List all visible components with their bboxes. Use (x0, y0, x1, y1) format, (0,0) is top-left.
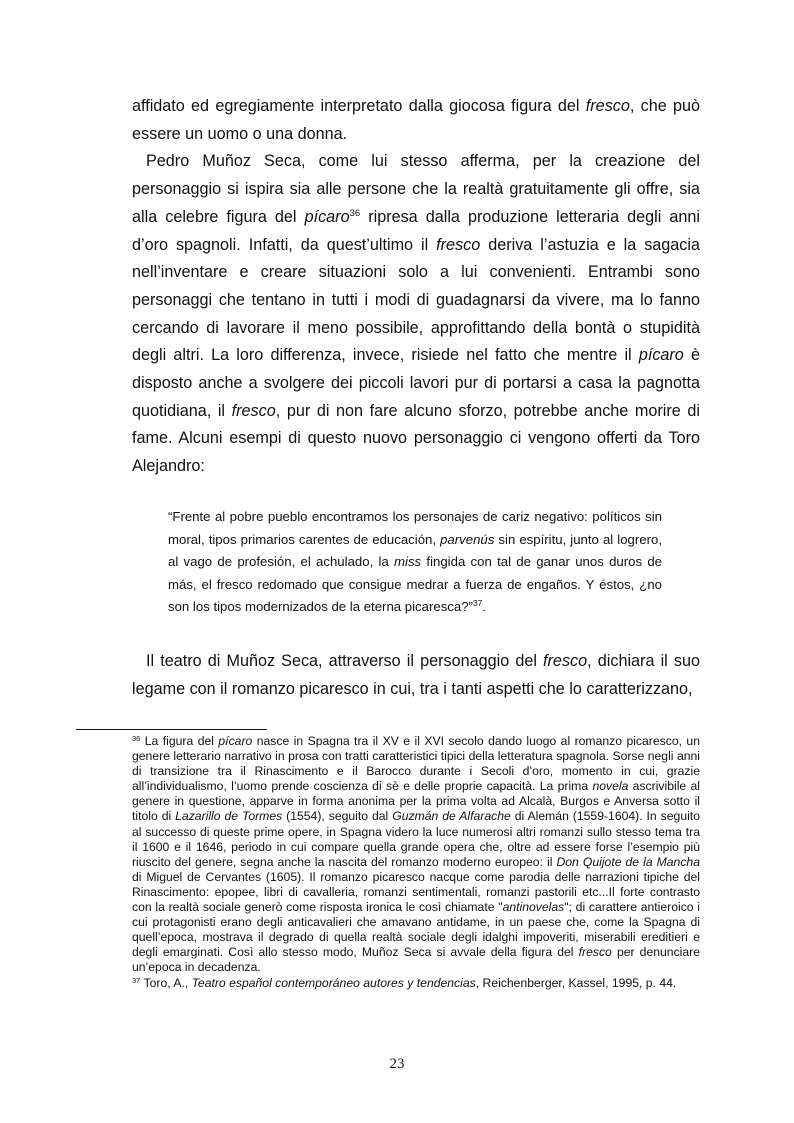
text-run: (1554), seguito dal (282, 809, 393, 824)
text-run: Il teatro di Muñoz Seca, attraverso il personaggio del (146, 652, 544, 670)
block-quote (168, 506, 662, 619)
main-text (132, 93, 700, 481)
text-run: affidato ed egregiamente interpretato dalla giocosa figura del (132, 97, 586, 115)
footnote-separator (76, 729, 267, 730)
footnotes (132, 734, 700, 991)
italic-run: miss (394, 554, 422, 570)
italic-run: Don Quijote de la Mancha (556, 854, 700, 869)
paragraph-2 (132, 148, 700, 480)
italic-run: fresco (231, 401, 276, 420)
text-run: ascrivibile al genere in questione, apparve in forma anonima per la prima volta ad Alcalà, Burgos e Anversa sotto il titolo di (132, 779, 701, 824)
italic-run: pícaro (304, 207, 350, 226)
text-run: di Miguel de Cervantes (1605). Il romanzo picaresco nacque come parodia delle narrazioni tipiche del Rinascimento: epopee, libri di cavalleria, romanzi sentimentali, romanzi pastorili etc...Il forte contrasto con la realtà sociale generò come risposta ironica le così chiamate " (132, 869, 700, 915)
text-run: , Reichenberger, Kassel, 1995, p. 44. (475, 975, 677, 990)
footnote-number: 36 (132, 734, 141, 743)
text-run: . (482, 599, 487, 615)
footnote-37 (132, 976, 700, 991)
text-run: per denunciare un’epoca in decadenza. (132, 945, 700, 975)
text-run: fingida con tal de ganar unos duros de más, el fresco redomado que consigue medrar a fuerza de engaños. Y éstos, ¿no son los tipos modernizados de la eterna picaresca?” (168, 554, 663, 615)
text-run: nasce in Spagna tra il XV e il XVI secolo dando luogo al romanzo picaresco, un genere letterario narrativo in prosa con tratti caratteristici tipici della letteratura spagnola. Sorse negli anni di transizione tra il Rinascimento e il Barocco durante i Secoli d’oro, momento in cui, grazie all’individualismo, l’uomo prende coscienza di sè e delle proprie capacità. La prima (132, 734, 700, 794)
paragraph-3 (132, 648, 700, 703)
italic-run: fresco (436, 235, 481, 254)
italic-run: novela (592, 779, 629, 794)
italic-run: fresco (585, 97, 630, 115)
italic-run: Guzmán de Alfarache (392, 809, 511, 824)
footnote-ref-37[interactable]: 37 (472, 598, 483, 609)
text-run: di Alemán (1559-1604). In seguito al successo di queste prime opere, in Spagna videro la luce numerosi altri romanzi sullo stesso tema tra il 1600 e il 1646, periodo in cui compare quella grande opera che, oltre ad essere forse l’esempio più riuscito del genere, segna anche la nascita del romanzo moderno europeo: il (132, 809, 700, 869)
page-number: 23 (389, 1056, 405, 1072)
text-run: , pur di non fare alcuno sforzo, potrebbe anche morire di fame. Alcuni esempi di questo nuovo personaggio ci vengono offerti da Toro Alejandro: (132, 401, 700, 476)
text-run: , che può essere un uomo o una donna. (132, 97, 700, 143)
text-run: Toro, A., (140, 975, 192, 990)
italic-run: antinovelas (502, 900, 565, 915)
text-run: , dichiara il suo legame con il romanzo picaresco in cui, tra i tanti aspetti che lo caratterizzano, (132, 652, 700, 698)
text-run: ripresa dalla produzione letteraria degli anni d’oro spagnoli. Infatti, da quest’ultimo il (132, 207, 700, 254)
text-run: "; di carattere antieroico i cui protagonisti erano degli anticavalieri che amavano antidame, in un paese che, come la Spagna di quell’epoca, mostrava il degrado di quella realtà sociale degli idalghi impoveriti, miserabili ereditieri e degli emarginati. Così allo stesso modo, Muñoz Seca si avvale della figura del (132, 900, 701, 960)
paragraph-1 (132, 93, 700, 148)
footnote-36 (132, 734, 700, 976)
text-run: “Frente al pobre pueblo encontramos los personajes de cariz negativo: políticos sin moral, tipos primarios carentes de educación, (168, 509, 662, 547)
italic-run: pícaro (218, 734, 253, 748)
footnote-ref-36[interactable]: 36 (349, 207, 361, 219)
footnote-number: 37 (132, 975, 141, 985)
italic-run: parvenús (440, 531, 495, 547)
text-run: deriva l’astuzia e la sagacia nell’inventare e creare situazioni solo a lui convenienti. Entrambi sono personaggi che tentano in tutti i modi di guadagnarsi da vivere, ma lo fanno cercando di lavorare il meno possibile, approfittando della bontà o stupidità degli altri. La loro differenza, invece, risiede nel fatto che mentre il (132, 235, 700, 365)
italic-run: Teatro español contemporáneo autores y tendencias (191, 975, 476, 990)
text-run: è disposto anche a svolgere dei piccoli lavori pur di portarsi a casa la pagnotta quotidiana, il (132, 346, 700, 420)
text-run: La figura del (140, 734, 219, 748)
quote-text (168, 506, 662, 619)
italic-run: fresco (578, 945, 612, 960)
italic-run: pícaro (638, 346, 684, 365)
text-run: sin espíritu, junto al logrero, al vago de profesión, el achulado, la (168, 531, 662, 570)
paragraph-3-container (132, 648, 700, 703)
italic-run: Lazarillo de Tormes (175, 809, 283, 824)
italic-run: fresco (543, 652, 588, 670)
text-run: Pedro Muñoz Seca, come lui stesso afferma, per la creazione del personaggio si ispira sia alle persone che la realtà gratuitamente gli offre, sia alla celebre figura del (132, 152, 700, 226)
